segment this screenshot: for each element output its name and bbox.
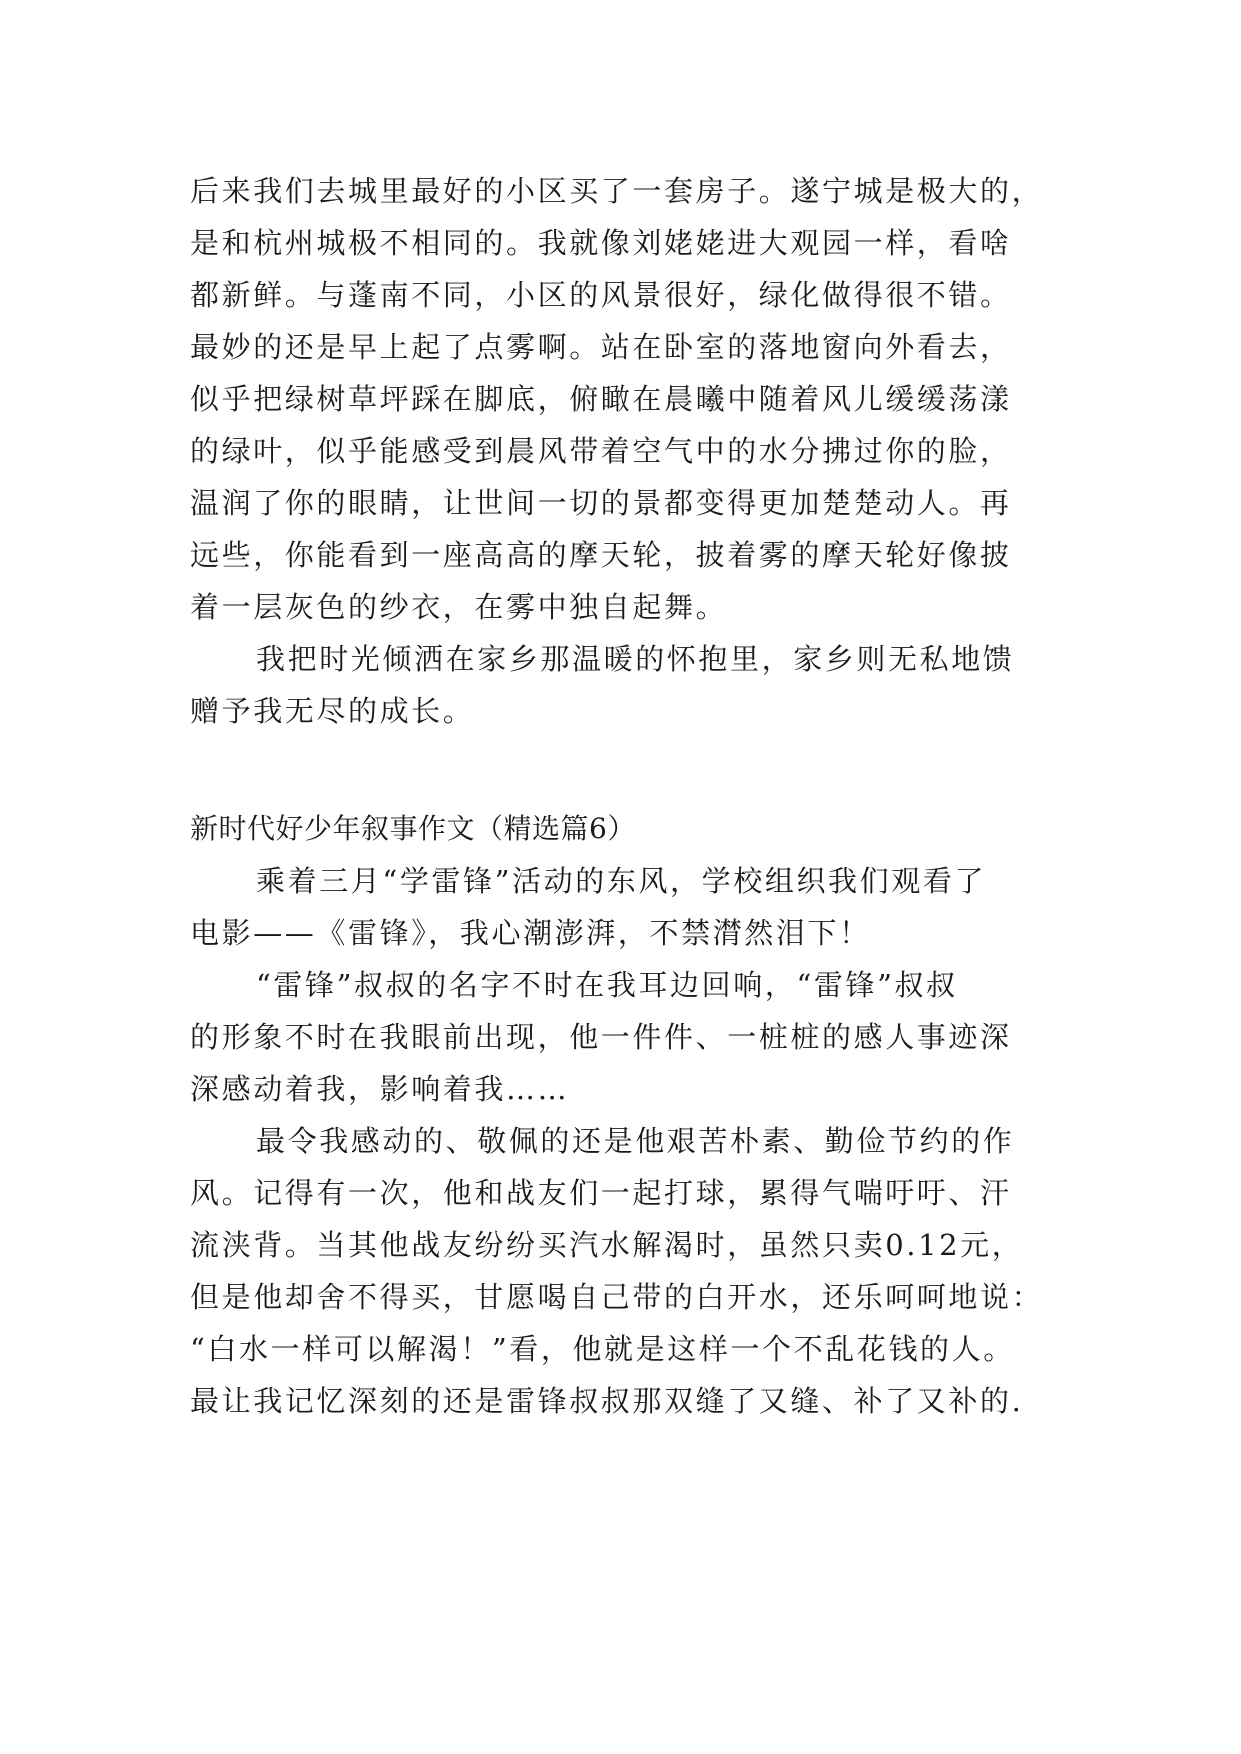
- paragraph: [190, 959, 1090, 1115]
- text-line: 最令我感动的、敬佩的还是他艰苦朴素、勤俭节约的作: [256, 1124, 1015, 1158]
- paragraph: [190, 855, 1090, 959]
- text-line: 着一层灰色的纱衣，在雾中独自起舞。: [190, 590, 728, 624]
- text-line: “雷锋”叔叔的名字不时在我耳边回响，“雷锋”叔叔: [256, 968, 958, 1002]
- text-line: 乘着三月“学雷锋”活动的东风，学校组织我们观看了: [256, 864, 987, 898]
- text-line: 的绿叶，似乎能感受到晨风带着空气中的水分拂过你的脸，: [190, 434, 1012, 468]
- text-line: 远些，你能看到一座高高的摩天轮，披着雾的摩天轮好像披: [190, 538, 1012, 572]
- text-line: 风。记得有一次，他和战友们一起打球，累得气喘吁吁、汗: [190, 1176, 1012, 1210]
- text-line: 流浃背。当其他战友纷纷买汽水解渴时，虽然只卖0.12元，: [190, 1228, 1024, 1262]
- text-line: 赠予我无尽的成长。: [190, 694, 475, 728]
- text-line: 但是他却舍不得买，甘愿喝自己带的白开水，还乐呵呵地说：: [190, 1280, 1044, 1314]
- paragraph: [190, 165, 1090, 633]
- text-line: 我把时光倾洒在家乡那温暖的怀抱里，家乡则无私地馈: [256, 642, 1015, 676]
- text-line: 最让我记忆深刻的还是雷锋叔叔那双缝了又缝、补了又补的.: [190, 1384, 1024, 1418]
- text-line: 似乎把绿树草坪踩在脚底，俯瞰在晨曦中随着风儿缓缓荡漾: [190, 382, 1012, 416]
- text-line: 最妙的还是早上起了点雾啊。站在卧室的落地窗向外看去，: [190, 330, 1012, 364]
- text-line: “白水一样可以解渴！”看，他就是这样一个不乱花钱的人。: [190, 1332, 1015, 1366]
- document-body: [190, 165, 1090, 1427]
- paragraph: [190, 1115, 1090, 1427]
- text-line: 后来我们去城里最好的小区买了一套房子。遂宁城是极大的，: [190, 174, 1044, 208]
- text-line: 电影——《雷锋》，我心潮澎湃，不禁潸然泪下！: [190, 916, 871, 950]
- text-line: 深感动着我，影响着我……: [190, 1072, 570, 1106]
- paragraph: [190, 633, 1090, 737]
- text-line: 的形象不时在我眼前出现，他一件件、一桩桩的感人事迹深: [190, 1020, 1012, 1054]
- text-line: 温润了你的眼睛，让世间一切的景都变得更加楚楚动人。再: [190, 486, 1012, 520]
- section-title: 新时代好少年叙事作文（精选篇6）: [190, 812, 636, 845]
- section-spacer: [190, 737, 1090, 803]
- text-line: 都新鲜。与蓬南不同，小区的风景很好，绿化做得很不错。: [190, 278, 1012, 312]
- text-line: 是和杭州城极不相同的。我就像刘姥姥进大观园一样，看啥: [190, 226, 1012, 260]
